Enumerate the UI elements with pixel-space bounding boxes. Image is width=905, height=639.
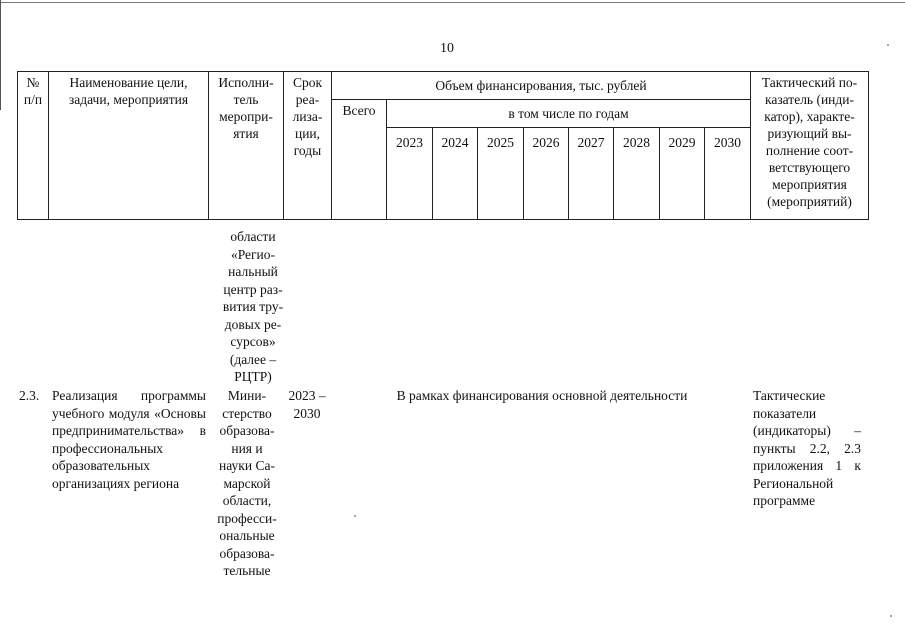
- row-period: 2023 – 2030: [288, 388, 326, 421]
- page-number: 10: [440, 41, 454, 56]
- header-year: 2028: [614, 128, 660, 220]
- header-year: 2027: [569, 128, 614, 220]
- continuation-executor: области «Регио- нальный центр раз- вития тру- довых ре- сурсов» (далее – РЦТР): [222, 229, 284, 384]
- row-indicator: Тактические показатели (индикаторы) – пункты 2.2, 2.3 приложения 1 к Региональной программе: [753, 388, 861, 508]
- row-executor: Мини- стерство образова- ния и науки Са- марской области, професси- ональные образова- тельные: [217, 388, 277, 578]
- financing-table-header: [17, 71, 869, 220]
- row-finance: В рамках финансирования основной деятельности: [396, 388, 688, 403]
- header-indicator: Тактический по- казатель (инди- катор), характе- ризующий вы- полнение соот- ветствующего мероприятия (мероприятий): [751, 72, 869, 220]
- header-by-years: в том числе по годам: [387, 100, 751, 128]
- scan-speck: [890, 615, 892, 617]
- header-year: 2029: [660, 128, 705, 220]
- scan-speck: [354, 515, 356, 517]
- header-year: 2025: [478, 128, 524, 220]
- header-year: 2030: [705, 128, 751, 220]
- row-name: Реализация программы учебного модуля «Основы предпринимательства» в профессиональных образовательных организациях региона: [52, 388, 206, 491]
- scan-speck: [887, 44, 889, 46]
- header-num: № п/п: [18, 72, 49, 220]
- header-total: Всего: [332, 100, 387, 220]
- header-name: Наименование цели, задачи, мероприятия: [49, 72, 209, 220]
- header-year: 2023: [387, 128, 433, 220]
- header-executor: Исполни- тель меропри- ятия: [209, 72, 284, 220]
- header-period: Срок реа- лиза- ции, годы: [284, 72, 332, 220]
- header-finance: Объем финансирования, тыс. рублей: [332, 72, 751, 100]
- header-year: 2024: [433, 128, 478, 220]
- scan-top-edge: [0, 2, 905, 3]
- header-year: 2026: [524, 128, 569, 220]
- row-num: 2.3.: [19, 388, 40, 403]
- scan-left-edge: [0, 0, 1, 110]
